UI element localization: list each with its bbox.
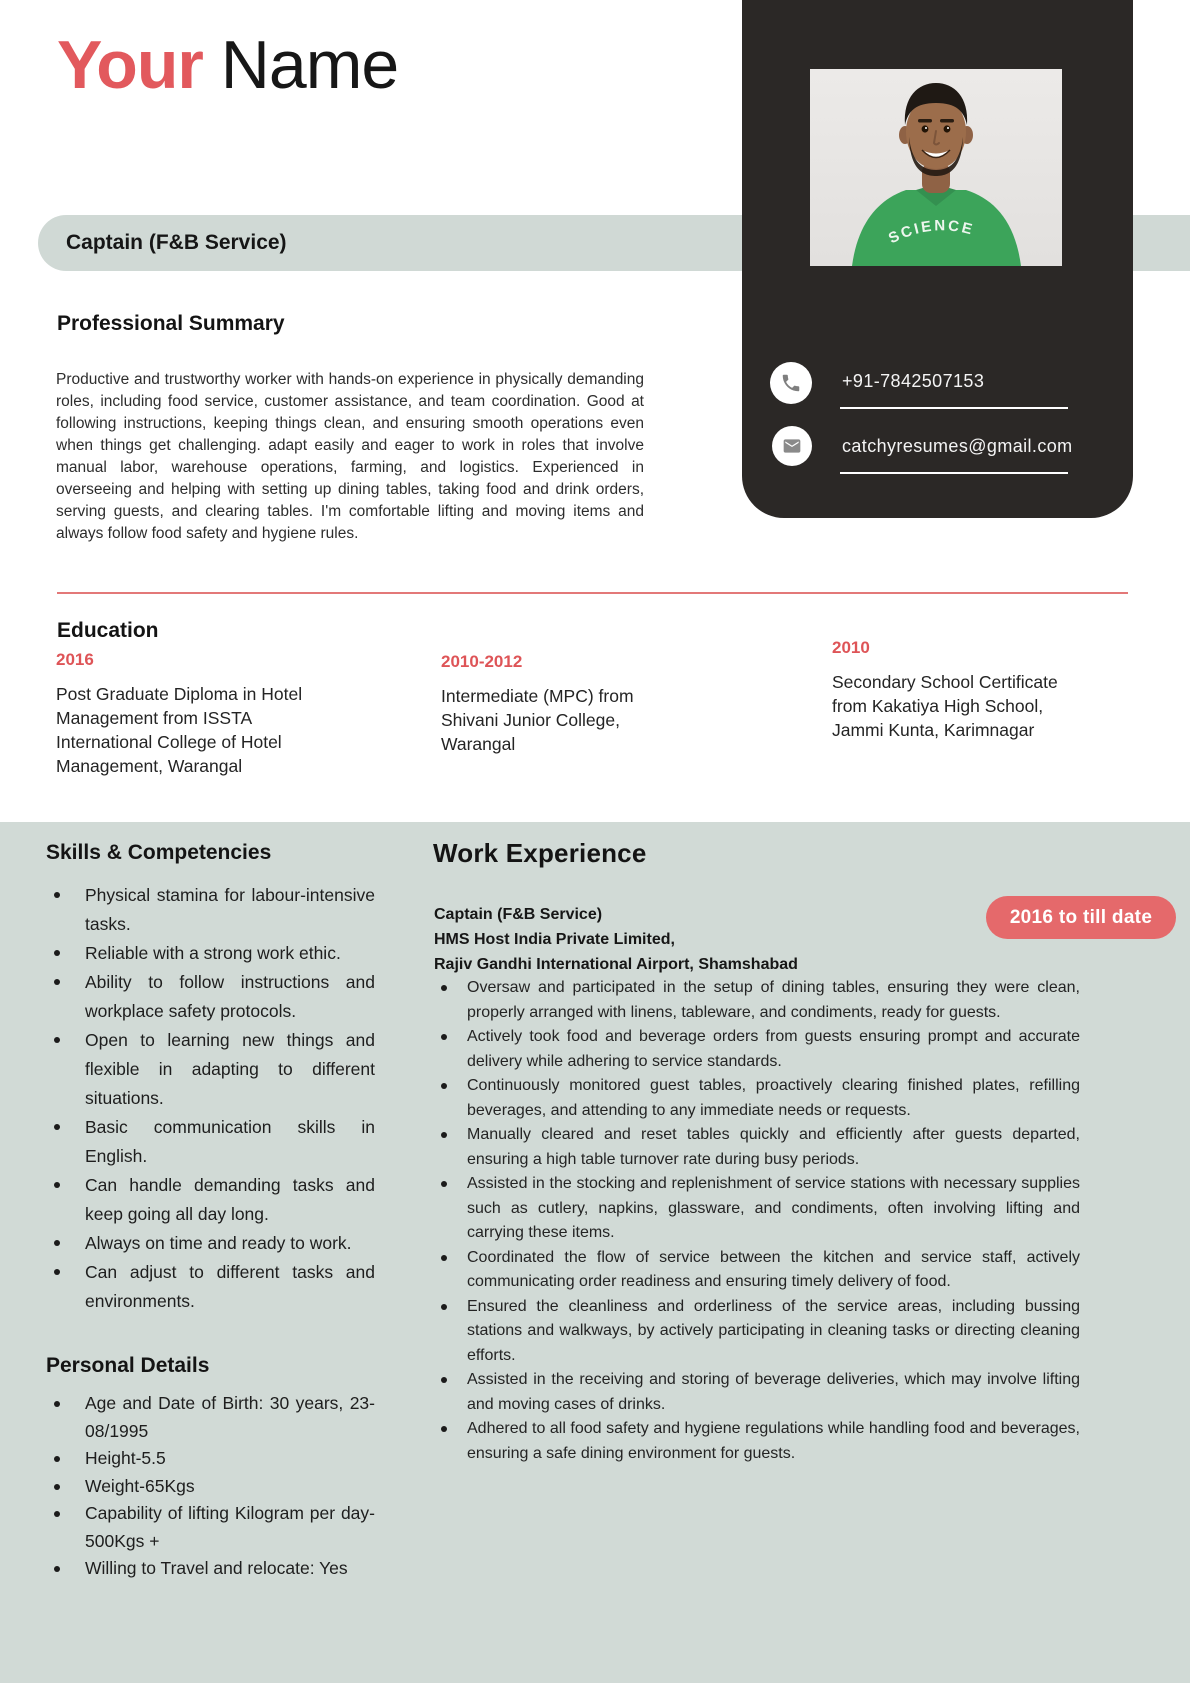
profile-photo	[810, 69, 1062, 266]
phone-number: +91-7842507153	[842, 371, 985, 391]
work-bullet: Actively took food and beverage orders from guests ensuring prompt and accurate delivery while adhering to service standards.	[434, 1025, 1080, 1074]
summary-text: Productive and trustworthy worker with hands-on experience in physically demanding roles, including food service, customer assistance, and team coordination. Good at following instructions, keeping things clean, and ensuring smooth operations even when things get challenging. adapt easily and eager to work in roles that involve manual labor, warehouse operations, farming, and logistics. Experienced in overseeing and helping with setting up dining tables, taking food and drink orders, serving guests, and clearing tables. I'm comfortable lifting and moving items and always follow food safety and hygiene rules.	[56, 371, 644, 542]
skill-item: Reliable with a strong work ethic.	[44, 939, 375, 968]
personal-detail-item: Willing to Travel and relocate: Yes	[44, 1555, 375, 1583]
education-period: 2016	[56, 650, 94, 669]
profile-photo-illustration	[810, 69, 1062, 266]
skill-item: Basic communication skills in English.	[44, 1113, 375, 1171]
skills-list	[44, 881, 375, 1316]
education-entry	[441, 652, 693, 756]
work-bullet: Oversaw and participated in the setup of dining tables, ensuring they were clean, properly arranged with linens, tableware, and condiments, ready for guests.	[434, 976, 1080, 1025]
work-experience-list	[434, 976, 1080, 1466]
summary-heading: Professional Summary	[57, 312, 285, 335]
name-first-word: Your	[57, 27, 203, 103]
name-second-word: Name	[220, 27, 399, 103]
personal-detail-item: Weight-65Kgs	[44, 1473, 375, 1501]
personal-details-list	[44, 1390, 375, 1583]
education-entry	[56, 650, 308, 778]
education-period: 2010-2012	[441, 652, 523, 671]
job-company: HMS Host India Private Limited,	[434, 931, 675, 948]
education-details: Post Graduate Diploma in Hotel Management from ISSTA International College of Hotel Management, Warangal	[56, 684, 303, 776]
skill-item: Always on time and ready to work.	[44, 1229, 375, 1258]
work-experience-heading: Work Experience	[433, 838, 647, 868]
phone-glyph	[780, 372, 802, 394]
skill-item: Can handle demanding tasks and keep going all day long.	[44, 1171, 375, 1229]
work-bullet: Continuously monitored guest tables, proactively clearing finished plates, refilling beverages, and attending to any immediate needs or requests.	[434, 1074, 1080, 1123]
personal-detail-item: Height-5.5	[44, 1445, 375, 1473]
mail-glyph	[782, 436, 802, 456]
work-bullet: Assisted in the receiving and storing of beverage deliveries, which may involve lifting and moving cases of drinks.	[434, 1368, 1080, 1417]
personal-detail-item: Capability of lifting Kilogram per day-500Kgs +	[44, 1500, 375, 1555]
job-title: Captain (F&B Service)	[434, 906, 603, 923]
contact-divider	[840, 407, 1068, 409]
education-heading: Education	[57, 619, 159, 642]
education-entry	[832, 638, 1084, 742]
shirt-text: SCIENCE	[885, 217, 977, 248]
work-bullet: Manually cleared and reset tables quickly and efficiently after guests departed, ensuring a high table turnover rate during busy periods.	[434, 1123, 1080, 1172]
contact-divider	[840, 472, 1068, 474]
employment-period-badge	[986, 896, 1176, 939]
education-details: Secondary School Certificate from Kakatiya High School, Jammi Kunta, Karimnagar	[832, 672, 1058, 740]
skill-item: Physical stamina for labour-intensive tasks.	[44, 881, 375, 939]
employment-period-label: 2016 to till date	[1009, 906, 1153, 928]
work-bullet: Adhered to all food safety and hygiene regulations while handling food and beverages, ensuring a safe dining environment for guests.	[434, 1417, 1080, 1466]
skill-item: Can adjust to different tasks and environments.	[44, 1258, 375, 1316]
education-period: 2010	[832, 638, 870, 657]
work-bullet: Ensured the cleanliness and orderliness of the service areas, including bussing stations and walkways, by actively participating in cleaning tasks or directing cleaning efforts.	[434, 1295, 1080, 1369]
email-address: catchyresumes@gmail.com	[842, 436, 1073, 456]
skill-item: Ability to follow instructions and workplace safety protocols.	[44, 968, 375, 1026]
job-header	[434, 902, 974, 977]
skill-item: Open to learning new things and flexible in adapting to different situations.	[44, 1026, 375, 1113]
personal-detail-item: Age and Date of Birth: 30 years, 23-08/1995	[44, 1390, 375, 1445]
mail-icon	[772, 426, 812, 466]
skills-heading: Skills & Competencies	[46, 841, 272, 864]
page-title	[57, 28, 398, 103]
education-details: Intermediate (MPC) from Shivani Junior College, Warangal	[441, 686, 634, 754]
phone-icon	[770, 362, 812, 404]
job-location: Rajiv Gandhi International Airport, Shamshabad	[434, 956, 798, 973]
section-divider	[57, 592, 1128, 594]
personal-details-heading: Personal Details	[46, 1354, 210, 1377]
work-bullet: Coordinated the flow of service between the kitchen and service staff, actively communicating order readiness and ensuring timely delivery of food.	[434, 1246, 1080, 1295]
work-bullet: Assisted in the stocking and replenishment of service stations with necessary supplies such as cutlery, napkins, glassware, and condiments, often involving lifting and carrying these items.	[434, 1172, 1080, 1246]
role-banner-label: Captain (F&B Service)	[66, 231, 287, 254]
profile-panel	[742, 0, 1133, 518]
